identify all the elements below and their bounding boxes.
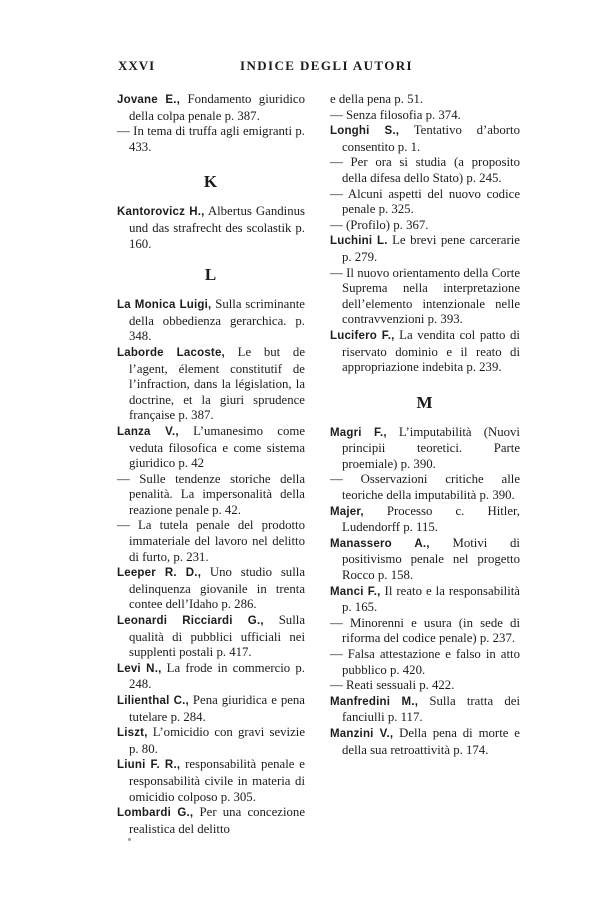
author-name: Lucifero F., xyxy=(330,329,395,342)
entry-title: Tentativo d’aborto consentito p. 1. xyxy=(342,123,521,154)
entry-title: — Minorenni e usura (in sede di riforma del codice penale) p. 237. xyxy=(330,615,520,646)
entry-title: — Osservazioni critiche alle teoriche della imputabilità p. 390. xyxy=(330,472,520,503)
author-name: Leeper R. D., xyxy=(117,567,202,580)
index-subentry xyxy=(330,266,520,328)
author-name: Levi N., xyxy=(117,662,162,675)
index-entry xyxy=(330,584,520,616)
entry-title: — Senza filosofia p. 374. xyxy=(330,107,461,122)
index-entry xyxy=(330,694,520,726)
entry-title: L’imputabilità (Nuovi principii teoretici. Parte proemiale) p. 390. xyxy=(342,424,520,471)
entry-title: Sulla qualità di pubblici ufficiali nei supplenti postali p. 417. xyxy=(129,613,305,660)
entry-title: Sulla tratta dei fanciulli p. 117. xyxy=(342,693,520,725)
index-entry xyxy=(117,345,305,424)
author-name: Lilienthal C., xyxy=(117,695,189,707)
index-entry xyxy=(330,123,520,155)
index-entry xyxy=(117,613,305,661)
index-entry xyxy=(117,297,305,345)
index-entry xyxy=(330,233,520,265)
index-subentry xyxy=(330,647,520,678)
entry-title: Della pena di morte e della sua retroattività p. 174. xyxy=(342,725,520,757)
index-subentry xyxy=(330,472,520,503)
entry-title: — Sulle tendenze storiche della penalità. La impersonalità della reazione penale p. 42. xyxy=(117,471,305,517)
author-name: Manassero A., xyxy=(330,537,430,550)
index-entry xyxy=(330,328,520,376)
entry-title: — In tema di truffa agli emigranti p. 433. xyxy=(117,124,305,154)
entry-title: responsabilità penale e responsabilità civile in materia di omicidio colposo p. 305. xyxy=(129,757,305,804)
author-name: Kantorovicz H., xyxy=(117,206,205,219)
entry-title: Uno studio sulla delinquenza giovanile in trenta contee dell’Idaho p. 286. xyxy=(129,565,306,612)
entry-title: L’umanesimo come veduta filosofica e come sistema giuridico p. 42 xyxy=(129,423,306,471)
entry-title: Le brevi pene carcerarie p. 279. xyxy=(342,233,520,264)
author-name: Longhi S., xyxy=(330,125,400,138)
author-name: Manci F., xyxy=(330,585,381,598)
entry-title: La frode in commercio p. 248. xyxy=(129,660,305,692)
index-subentry xyxy=(117,472,305,519)
entry-title: Per una concezione realistica del delitto xyxy=(129,805,305,836)
entry-title: — Reati sessuali p. 422. xyxy=(330,678,455,693)
section-letter: L xyxy=(204,265,218,285)
entry-title: L’omicidio con gravi sevizie p. 80. xyxy=(129,725,305,756)
index-entry xyxy=(330,425,520,473)
entry-title: — La tutela penale del prodotto immateriale del lavoro nel delitto di furto, p. 231. xyxy=(117,518,305,564)
section-letter: M xyxy=(416,392,434,412)
index-entry xyxy=(117,204,305,252)
author-name: Liszt, xyxy=(117,727,148,740)
index-subentry xyxy=(330,678,520,694)
author-name: Magri F., xyxy=(330,426,387,439)
author-name: Leonardi Ricciardi G., xyxy=(117,615,264,628)
author-name: Laborde Lacoste, xyxy=(117,346,225,359)
page-speck xyxy=(128,838,131,841)
index-entry xyxy=(117,725,305,757)
entry-title: Albertus Gandinus und das strafrecht des scolastik p. 160. xyxy=(129,204,305,251)
author-name: Jovane E., xyxy=(117,94,181,106)
entry-title: e della pena p. 51. xyxy=(330,92,424,106)
entry-title: Le but de l’agent, élement constitutif de l’infraction, dans la législation, la doctrine, et la giuri sprudence française p. 387. xyxy=(129,344,305,423)
index-entry xyxy=(330,504,520,536)
index-subentry xyxy=(330,108,520,124)
author-name: Majer, xyxy=(330,505,364,518)
running-title: INDICE DEGLI AUTORI xyxy=(240,58,414,73)
index-entry xyxy=(117,92,305,124)
index-entry xyxy=(117,805,305,837)
entry-title: Pena giuridica e pena tutelare p. 284. xyxy=(129,693,305,724)
left-index-column xyxy=(117,92,305,837)
index-subentry xyxy=(330,155,520,186)
index-entry xyxy=(117,424,305,472)
section-letter: K xyxy=(203,172,219,192)
page-number: XXVI xyxy=(118,58,156,73)
index-subentry xyxy=(330,616,520,647)
entry-title: Sulla scriminante della obbedienza gerarchica. p. 348. xyxy=(129,297,305,344)
author-name: Manfredini M., xyxy=(330,695,419,708)
index-continuation xyxy=(330,92,520,108)
entry-title: Fondamento giuridico della colpa penale p. 387. xyxy=(129,92,306,123)
index-subentry xyxy=(330,218,520,234)
entry-title: Motivi di positivismo penale nel progetto Rocco p. 158. xyxy=(342,535,520,583)
index-entry xyxy=(117,693,305,725)
index-entry xyxy=(117,757,305,805)
index-subentry xyxy=(117,518,305,565)
entry-title: Il reato e la responsabilità p. 165. xyxy=(342,583,520,615)
index-entry xyxy=(117,661,305,693)
entry-title: Processo c. Hitler, Ludendorff p. 115. xyxy=(342,503,520,535)
author-name: Manzini V., xyxy=(330,727,394,740)
index-subentry xyxy=(330,187,520,218)
index-subentry xyxy=(117,124,305,155)
author-name: Lanza V., xyxy=(117,425,179,438)
entry-title: — Per ora si studia (a proposito della difesa dello Stato) p. 245. xyxy=(330,155,520,185)
index-entry xyxy=(117,565,305,613)
entry-title: — (Profilo) p. 367. xyxy=(330,217,429,232)
entry-title: — Falsa attestazione e falso in atto pubblico p. 420. xyxy=(330,647,520,677)
author-name: Lombardi G., xyxy=(117,807,194,820)
index-entry xyxy=(330,536,520,584)
index-entry xyxy=(330,726,520,758)
entry-title: La vendita col patto di riservato dominio e il reato di appropriazione indebita p. 239. xyxy=(342,327,520,375)
author-name: La Monica Luigi, xyxy=(117,299,212,312)
author-name: Luchini L. xyxy=(330,235,388,248)
entry-title: — Il nuovo orientamento della Corte Suprema nella interpretazione dell’elemento intenzionale nelle contravvenzioni p. 393. xyxy=(330,265,520,327)
right-index-column xyxy=(330,92,520,758)
entry-title: — Alcuni aspetti del nuovo codice penale p. 325. xyxy=(330,186,520,217)
author-name: Liuni F. R., xyxy=(117,759,181,772)
